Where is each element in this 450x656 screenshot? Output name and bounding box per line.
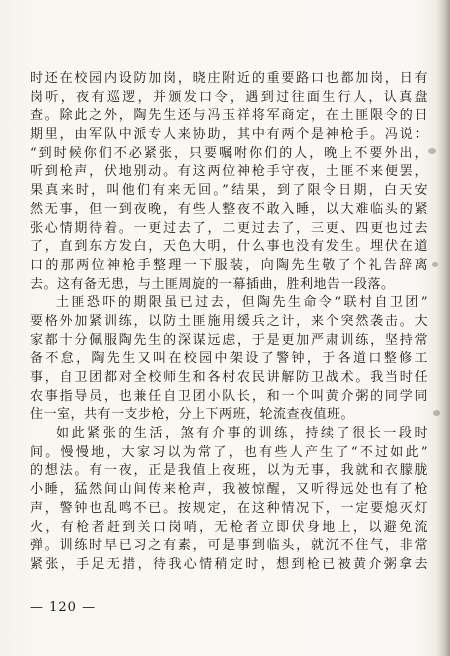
text-line: 住一室，共有一支步枪，分上下两班，轮流查夜值班。 [30,407,355,423]
text-line: 口的那两位神枪手整理一下服装，向陶先生敬了个礼告辞离 [30,257,428,273]
text-line: 土匪恐吓的期限虽已过去，但陶先生命令“联村自卫团” [56,295,428,311]
text-line: 弹。训练时早已习之有素，可是事到临头，就沉不住气，非常 [30,538,428,554]
text-line: 了，直到东方发白，天色大明，什么事也没有发生。埋伏在道 [30,239,428,255]
text-line: 查。除此之外，陶先生还与冯玉祥将军商定，在土匪限令的日 [30,108,428,124]
text-line: 果真来时，叫他们有来无回。”结果，到了限令日期，白天安 [30,183,428,199]
text-line: 去。这有备无患，与土匪周旋的一幕插曲，胜利地告一段落。 [30,276,395,292]
text-line: 备不怠，陶先生又叫在校园中架设了警钟，于各道口整修工 [30,351,428,367]
stain-mark [433,410,440,416]
stain-mark [428,148,436,154]
text-line: 小睡，猛然间山间传来枪声，我被惊醒，又听得远处也有了枪 [30,482,428,498]
text-line: 听到枪声，伏地别动。有这两位神枪手守夜，土匪不来便罢， [30,164,428,180]
body-text [30,70,428,575]
text-line: “到时候你们不必紧张，只要嘱咐你们的人，晚上不要外出， [30,145,428,161]
text-line: 期里，由军队中派专人来协助，其中有两个是神枪手。冯说： [30,127,428,143]
text-line: 农事指导员，也兼任自卫团小队长，和一个叫黄介粥的同学同 [30,388,428,404]
text-line: 时还在校园内设防加岗，晓庄附近的重要路口也都加岗，日有 [30,71,428,86]
text-line: 要格外加紧训练，以防土匪施用缓兵之计，来个突然袭击。大 [30,313,428,329]
text-line: 事，自卫团都对全校师生和各村农民讲解防卫战术。我当时任 [30,370,428,385]
text-line: 间。慢慢地，大家习以为常了，也有些人产生了“不过如此” [30,444,428,460]
text-line: 张心情期待着。一更过去了，二更过去了，三更、四更也过去 [30,220,428,236]
text-line: 声，警钟也乱鸣不已。按规定，在这种情况下，一定要熄灭灯 [30,500,428,516]
text-line: 家都十分佩服陶先生的深谋远虑，于是更加严肃训练，坚持常 [30,332,428,348]
text-line: 的想法。有一夜，正是我值上夜班，以为无事，我就和衣朦胧 [30,463,428,479]
text-line: 如此紧张的生活，煞有介事的训练，持续了很长一段时 [56,426,428,442]
page-number: — 120 — [30,600,97,615]
text-line: 岗听，夜有巡逻，并颁发口令，遇到过往面生行人，认真盘 [30,89,428,105]
page-spine-shadow [436,0,450,656]
text-line: 紧张，手足无措，待我心情稍定时，想到枪已被黄介粥拿去 [30,556,428,572]
text-line: 火，有枪者赶到关口岗哨，无枪者立即伏身地上，以避免流 [30,519,428,535]
text-line: 然无事，但一到夜晚，有些人整夜不敢入睡，以大难临头的紧 [30,201,428,217]
stain-mark [432,262,438,267]
